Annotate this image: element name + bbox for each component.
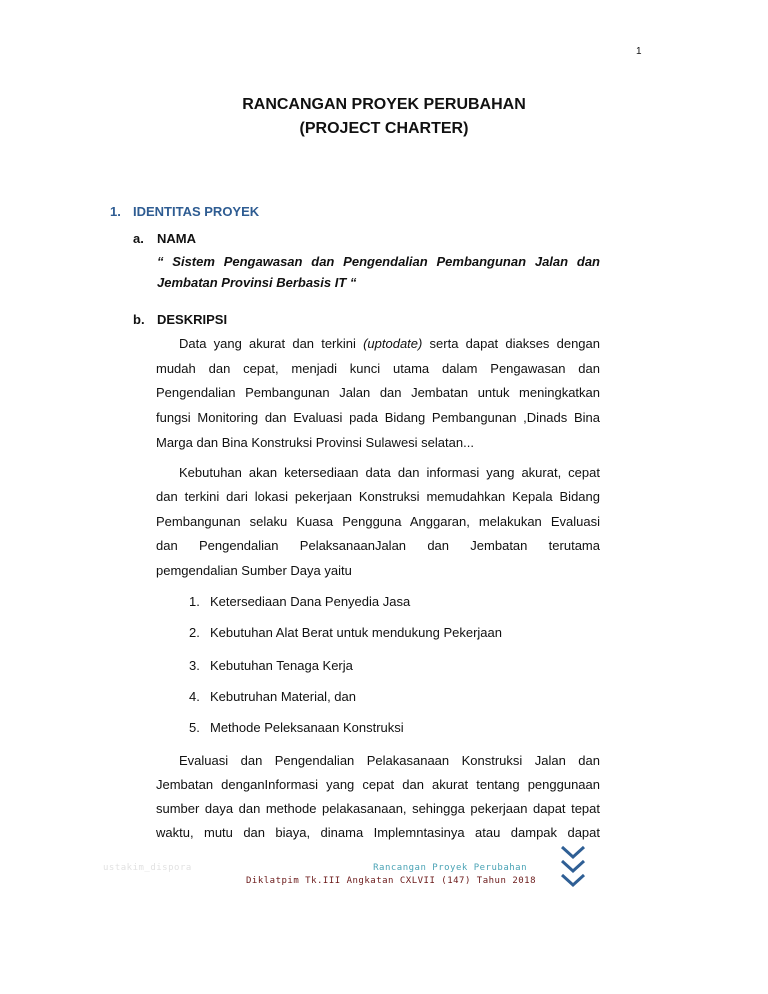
paragraph-line: Pembangunan selaku Kuasa Pengguna Anggaran, melakukan Evaluasi <box>156 514 600 529</box>
list-item: Kebutruhan Material, dan <box>210 689 356 704</box>
project-name-line: “ Sistem Pengawasan dan Pengendalian Pembangunan Jalan dan <box>157 254 600 269</box>
paragraph-line: sumber daya dan methode pelakasanaan, sehingga pekerjaan dapat tepat <box>156 801 600 816</box>
list-item: Methode Peleksanaan Konstruksi <box>210 720 404 735</box>
uptodate-term: (uptodate) <box>363 336 423 351</box>
paragraph-line: Evaluasi dan Pengendalian Pelakasanaan Konstruksi Jalan dan <box>179 753 600 768</box>
paragraph-line: waktu, mutu dan biaya, dinama Implemntasinya atau dampak dapat <box>156 825 600 840</box>
paragraph-line: Pengendalian Pembangunan Jalan dan Jembatan untuk meningkatkan <box>156 385 600 400</box>
triple-chevron-down-icon <box>560 845 586 888</box>
sub-a-heading: NAMA <box>157 231 196 246</box>
page-number: 1 <box>636 46 642 57</box>
paragraph-line: dan Pengendalian PelaksanaanJalan dan Jembatan terutama <box>156 538 600 553</box>
project-name-line: Jembatan Provinsi Berbasis IT “ <box>157 275 357 290</box>
sub-b-number: b. <box>133 312 145 327</box>
paragraph-line: fungsi Monitoring dan Evaluasi pada Bidang Pembangunan ,Dinads Bina <box>156 410 600 425</box>
list-number: 5. <box>189 720 200 735</box>
list-item: Kebutuhan Alat Berat untuk mendukung Pekerjaan <box>210 625 502 640</box>
doc-title: RANCANGAN PROYEK PERUBAHAN <box>242 96 526 113</box>
sub-b-heading: DESKRIPSI <box>157 312 228 327</box>
watermark: ustakim_dispora <box>103 863 192 873</box>
paragraph-line: Jembatan denganInformasi yang cepat dan akurat tentang penggunaan <box>156 777 600 792</box>
section-number: 1. <box>110 204 121 219</box>
list-item: Ketersediaan Dana Penyedia Jasa <box>210 594 411 609</box>
list-number: 1. <box>189 594 200 609</box>
paragraph-line: Data yang akurat dan terkini (uptodate) serta dapat diakses dengan <box>179 336 600 351</box>
list-number: 2. <box>189 625 200 640</box>
footer-subtitle: Diklatpim Tk.III Angkatan CXLVII (147) Tahun 2018 <box>245 876 536 886</box>
section-heading: IDENTITAS PROYEK <box>133 204 260 219</box>
doc-subtitle: (PROJECT CHARTER) <box>299 120 469 137</box>
list-number: 4. <box>189 689 200 704</box>
list-item: Kebutuhan Tenaga Kerja <box>210 658 353 673</box>
paragraph-line: pemgendalian Sumber Daya yaitu <box>156 563 352 578</box>
sub-a-number: a. <box>133 231 144 246</box>
paragraph-line: dan terkini dari lokasi pekerjaan Konstruksi memudahkan Kepala Bidang <box>156 489 600 504</box>
paragraph-line: Kebutuhan akan ketersediaan data dan informasi yang akurat, cepat <box>179 465 600 480</box>
footer-title: Rancangan Proyek Perubahan <box>373 863 527 873</box>
paragraph-line: mudah dan cepat, menjadi kunci utama dalam Pengawasan dan <box>156 361 600 376</box>
paragraph-line: Marga dan Bina Konstruksi Provinsi Sulawesi selatan... <box>156 435 474 450</box>
list-number: 3. <box>189 658 200 673</box>
